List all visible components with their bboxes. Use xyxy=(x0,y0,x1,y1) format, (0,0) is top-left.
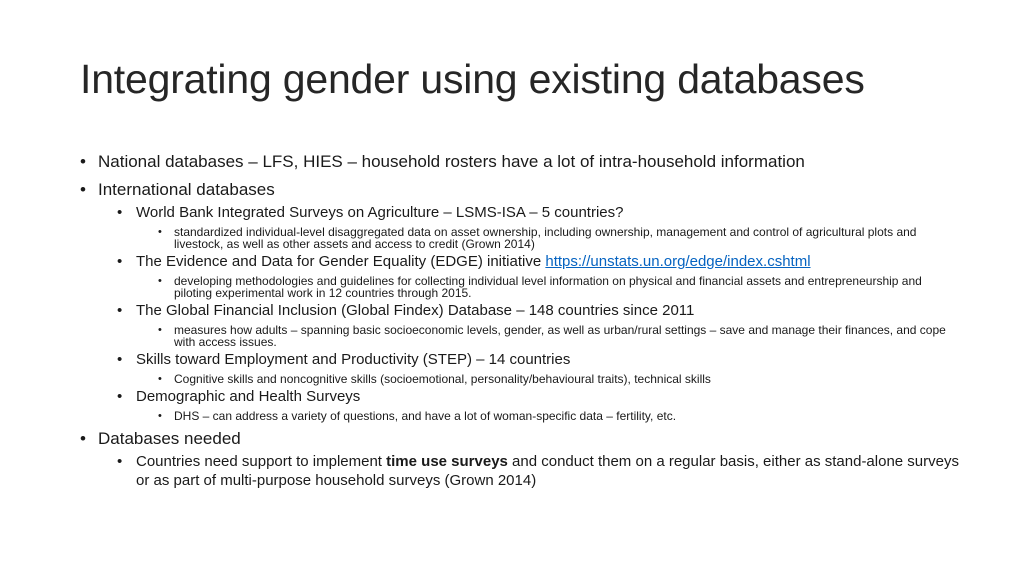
bullet-marker: • xyxy=(158,275,162,287)
bullet-text: The Global Financial Inclusion (Global Findex) Database – 148 countries since 2011 xyxy=(136,302,695,319)
bullet-marker: • xyxy=(158,373,162,385)
slide-title: Integrating gender using existing databases xyxy=(80,56,865,102)
bullet-marker: • xyxy=(158,226,162,238)
bullet-text: standardized individual-level disaggregated data on asset ownership, including ownership, management and control of agricultural plots and livestock, as well as other assets and access to credit (Grown 2014) xyxy=(174,225,917,251)
subbullet-lsms-isa xyxy=(80,203,960,222)
edge-link[interactable]: https://unstats.un.org/edge/index.cshtml xyxy=(545,253,811,270)
bullet-text: Cognitive skills and noncognitive skills (socioemotional, personality/behavioural traits), technical skills xyxy=(174,372,711,386)
subbullet-time-use-surveys xyxy=(80,452,960,490)
slide-body xyxy=(80,151,960,490)
bullet-marker: • xyxy=(117,204,123,221)
bullet-text: National databases – LFS, HIES – household rosters have a lot of intra-household information xyxy=(98,152,805,171)
subsubbullet-dhs-description xyxy=(80,410,960,422)
bullet-text: DHS – can address a variety of questions, and have a lot of woman-specific data – fertility, etc. xyxy=(174,409,677,423)
bullet-marker: • xyxy=(117,351,123,368)
bullet-national-databases xyxy=(80,151,960,173)
bullet-marker: • xyxy=(80,429,86,448)
bullet-marker: • xyxy=(117,302,123,319)
bullet-marker: • xyxy=(158,410,162,422)
subbullet-edge xyxy=(80,252,960,271)
subbullet-dhs xyxy=(80,387,960,406)
subbullet-global-findex xyxy=(80,301,960,320)
bullet-text-post: and conduct them on a regular basis, either as stand-alone surveys or as part of multi-purpose household surveys (Grown 2014) xyxy=(136,453,959,489)
bullet-text: The Evidence and Data for Gender Equality (EDGE) initiative xyxy=(136,253,546,270)
bullet-text: Databases needed xyxy=(98,429,241,448)
subsubbullet-lsms-description xyxy=(80,226,960,250)
subsubbullet-edge-description xyxy=(80,275,960,299)
bullet-marker: • xyxy=(117,388,123,405)
bullet-marker: • xyxy=(80,152,86,171)
bullet-text: International databases xyxy=(98,180,275,199)
bullet-text: Demographic and Health Surveys xyxy=(136,388,361,405)
bullet-marker: • xyxy=(80,180,86,199)
bullet-text: World Bank Integrated Surveys on Agriculture – LSMS-ISA – 5 countries? xyxy=(136,204,624,221)
subsubbullet-findex-description xyxy=(80,324,960,348)
bullet-text: measures how adults – spanning basic socioeconomic levels, gender, as well as urban/rural settings – save and manage their finances, and cope with access issues. xyxy=(174,323,946,349)
bullet-marker: • xyxy=(158,324,162,336)
bullet-text: developing methodologies and guidelines for collecting individual level information on physical and financial assets and entrepreneurship and piloting experimental work in 12 countries through 2015. xyxy=(174,274,922,300)
bullet-marker: • xyxy=(117,253,123,270)
subbullet-step xyxy=(80,350,960,369)
bullet-international-databases xyxy=(80,179,960,201)
bullet-text-bold: time use surveys xyxy=(386,453,508,470)
bullet-marker: • xyxy=(117,453,123,470)
subsubbullet-step-description xyxy=(80,373,960,385)
bullet-text-pre: Countries need support to implement xyxy=(136,453,387,470)
bullet-text: Skills toward Employment and Productivity (STEP) – 14 countries xyxy=(136,351,571,368)
bullet-databases-needed xyxy=(80,428,960,450)
